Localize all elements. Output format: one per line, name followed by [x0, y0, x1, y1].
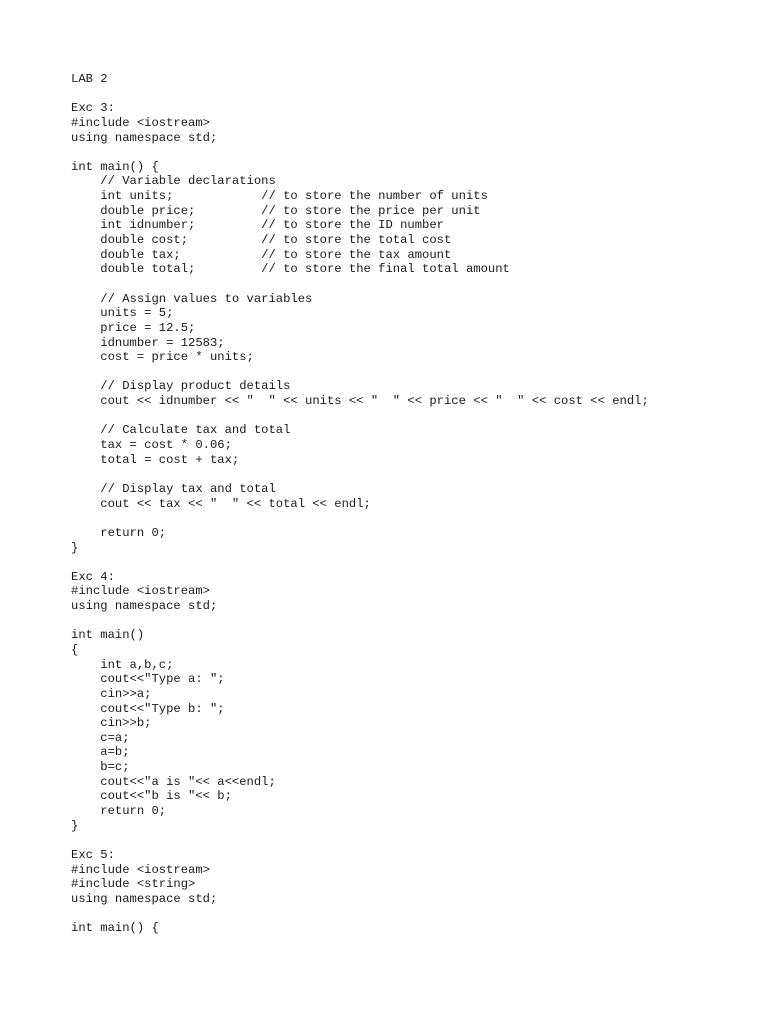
document-line: {: [71, 642, 79, 657]
document-line: LAB 2: [71, 72, 108, 86]
document-line: [71, 833, 649, 848]
document-line: int a,b,c;: [71, 657, 174, 672]
document-line: Exc 5:: [71, 847, 115, 862]
document-line: // Assign values to variables: [71, 291, 313, 306]
document-line: }: [71, 540, 79, 555]
document-line: cout<<"Type a: ";: [71, 672, 225, 687]
document-line: int main() {: [71, 159, 159, 174]
document-line: int idnumber; // to store the ID number: [71, 218, 444, 233]
document-line: [71, 467, 649, 482]
document-line: [71, 555, 649, 570]
document-line: // Display product details: [71, 379, 291, 394]
document-line: cout<<"b is "<< b;: [71, 789, 232, 804]
document-line: cout << tax << " " << total << endl;: [71, 496, 371, 511]
document-line: double cost; // to store the total cost: [71, 233, 452, 248]
document-line: #include <iostream>: [71, 862, 210, 877]
document-line: double tax; // to store the tax amount: [71, 247, 452, 262]
document-line: // Display tax and total: [71, 481, 276, 496]
document-line: cout<<"a is "<< a<<endl;: [71, 774, 276, 789]
document-line: // Calculate tax and total: [71, 423, 291, 438]
document-line: Exc 3:: [71, 101, 115, 116]
document-line: cout << idnumber << " " << units << " " << price << " " << cost << endl;: [71, 394, 649, 409]
document-line: a=b;: [71, 745, 130, 760]
document-line: #include <iostream>: [71, 115, 210, 130]
document-line: int main() {: [71, 921, 159, 936]
code-text-block: [71, 72, 649, 936]
document-line: [71, 511, 649, 526]
document-line: }: [71, 818, 79, 833]
document-line: [71, 907, 649, 922]
document-line: [71, 277, 649, 292]
document-line: [71, 614, 649, 629]
document-line: using namespace std;: [71, 599, 218, 614]
document-line: int units; // to store the number of units: [71, 189, 488, 204]
document-line: return 0;: [71, 525, 167, 540]
document-line: total = cost + tax;: [71, 452, 240, 467]
document-line: b=c;: [71, 760, 130, 775]
document-line: #include <string>: [71, 877, 196, 892]
document-line: double price; // to store the price per unit: [71, 203, 481, 218]
document-line: cin>>a;: [71, 686, 152, 701]
document-line: [71, 409, 649, 424]
document-line: using namespace std;: [71, 130, 218, 145]
document-line: return 0;: [71, 804, 167, 819]
document-line: idnumber = 12583;: [71, 335, 225, 350]
document-line: double total; // to store the final total amount: [71, 262, 510, 277]
document-line: cost = price * units;: [71, 350, 254, 365]
document-line: // Variable declarations: [71, 174, 276, 189]
document-line: int main(): [71, 628, 145, 643]
document-line: price = 12.5;: [71, 320, 196, 335]
document-line: units = 5;: [71, 306, 174, 321]
document-line: #include <iostream>: [71, 584, 210, 599]
document-line: [71, 365, 649, 380]
document-line: using namespace std;: [71, 891, 218, 906]
document-line: cout<<"Type b: ";: [71, 701, 225, 716]
document-line: tax = cost * 0.06;: [71, 438, 232, 453]
document-line: [71, 145, 649, 160]
document-line: Exc 4:: [71, 569, 115, 584]
document-line: [71, 87, 649, 102]
document-line: c=a;: [71, 730, 130, 745]
document-line: cin>>b;: [71, 716, 152, 731]
